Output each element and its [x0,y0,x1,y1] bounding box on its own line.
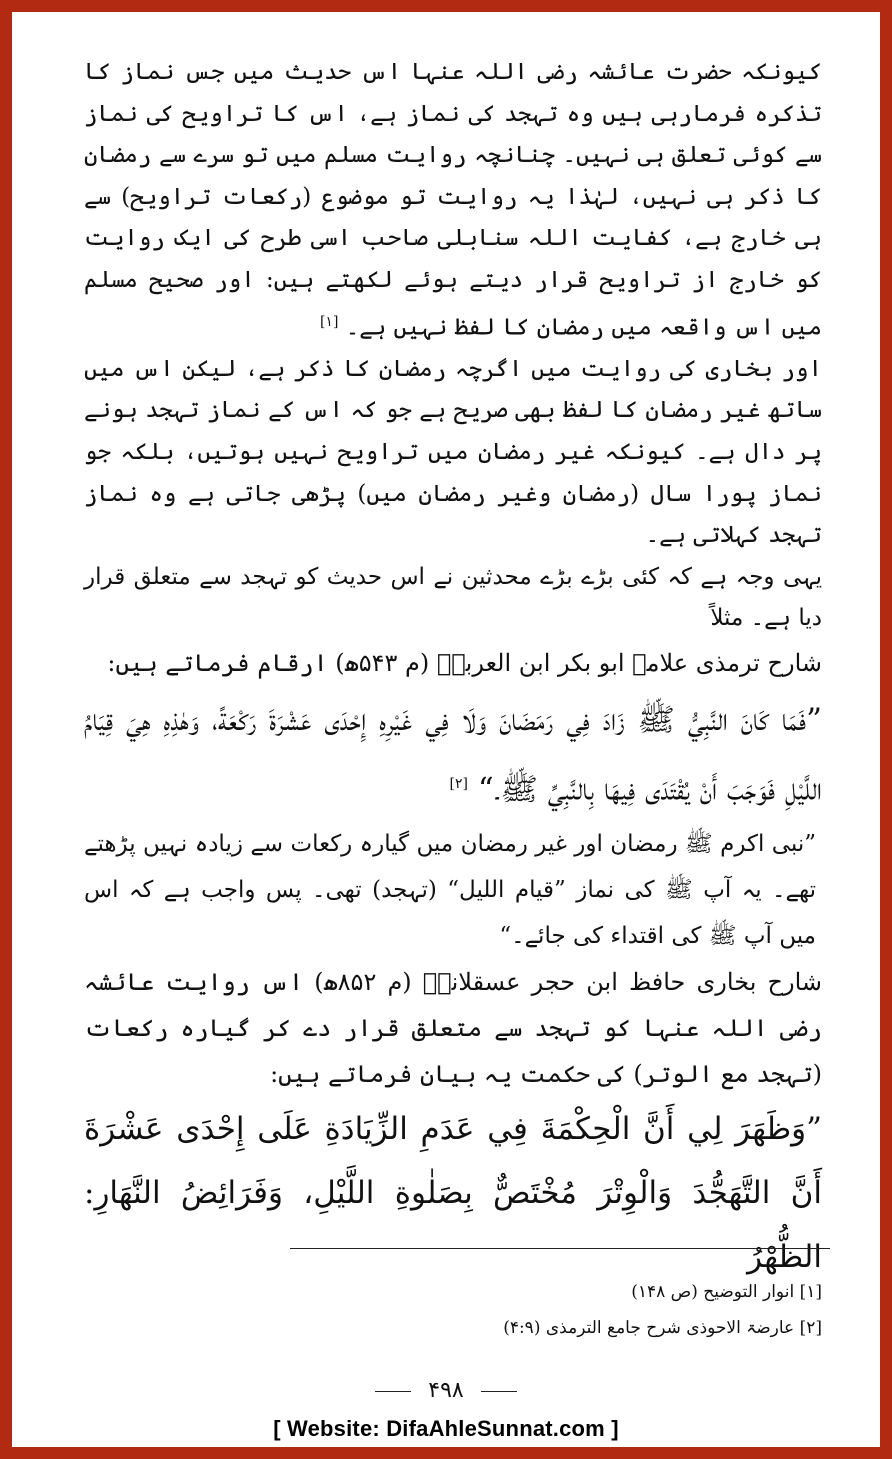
paragraph-muhaddithin: یہی وجہ ہے کہ کئی بڑے بڑے محدثین نے اس حدیث کو تہجد سے متعلق قرار دیا ہے۔ مثلاً [84,563,822,632]
footnotes [62,1274,822,1346]
paragraph-bukhari: اور بخاری کی روایت میں اگرچہ رمضان کا ذکر ہے، لیکن اس میں ساتھ غیر رمضان کا لفظ بھی صریح ہے جو کہ اس کے نماز تہجد ہونے پر دال ہے۔ کیونکہ غیر رمضان میں تراویح نہیں ہوتیں، بلکہ جو نماز پورا سال (رمضان وغیر رمضان میں) پڑھی جاتی ہے وہ نماز تہجد کہلاتی ہے۔ [84,355,822,549]
arabic-quote-1-text: ”فَمَا كَانَ النَّبِيُّ ﷺ زَادَ فِي رَمَضَانَ وَلَا فِي غَيْرِهِ إِحْدَى عَشْرَةَ رَكْعَةً، وَهٰذِهِ هِيَ قِيَامُ اللَّيْلِ فَوَجَبَ أَنْ يُقْتَدَى فِيهَا بِالنَّبِيِّ ﷺ۔“ [84,701,822,808]
footnote-divider [290,1248,830,1249]
footnote-2: [۲] عارضۃ الاحوذی شرح جامع الترمذی (۴:۹) [503,1318,822,1338]
paragraph-rak'at-context [84,52,822,349]
main-text [84,52,822,1289]
arabic-quote-ibn-arabi [84,688,822,821]
translation-ibn-arabi: ”نبی اکرم ﷺ رمضان اور غیر رمضان میں گیارہ رکعات سے زیادہ نہیں پڑھتے تھے۔ یہ آپ ﷺ کی نماز ”قیام اللیل“ (تہجد) تھی۔ پس واجب ہے کہ اس میں آپ ﷺ کی اقتداء کی جائے۔“ [84,831,816,950]
paragraph-1-text: کیونکہ حضرت عائشہ رضی اللہ عنہا اس حدیث میں جس نماز کا تذکرہ فرمارہی ہیں وہ تہجد کی نماز ہے، اس کا تراویح کی نماز سے کوئی تعلق ہی نہیں۔ چنانچہ روایت مسلم میں تو سرے سے رمضان کا ذکر ہی نہیں، لہٰذا یہ روایت تو موضوع (رکعات تراویح) سے ہی خارج ہے، کفایت اللہ سنابلی صاحب اسی طرح کی ایک روایت کو خارج از تراویح قرار دیتے ہوئے لکھتے ہیں: اور صحیح مسلم میں اس واقعہ میں رمضان کا لفظ نہیں ہے۔ [84,59,822,341]
page-number-dash-right [375,1391,411,1392]
website-banner[interactable]: [ Website: DifaAhleSunnat.com ] [273,1416,619,1441]
ibn-arabi-intro: شارح ترمذی علامہ ابو بکر ابن العربیؒ (م ۵۴۳ھ) ارقام فرماتے ہیں: [107,648,822,677]
footnote-1: [۱] انوار التوضیح (ص ۱۴۸) [631,1282,822,1302]
ibn-hajar-intro: شارح بخاری حافظ ابن حجر عسقلانیؒ (م ۸۵۲ھ) اس روایت عائشہ رضی اللہ عنہا کو تہجد سے متعلق قرار دے کر گیارہ رکعات (تہجد مع الوتر) کی حکمت یہ بیان فرماتے ہیں: [84,968,822,1089]
footnote-ref-2[interactable]: [۲] [449,775,468,792]
footnote-ref-1[interactable]: [۱] [319,313,339,330]
page-number-dash-left [481,1391,517,1392]
page-number-text: ۴۹۸ [428,1378,464,1403]
arabic-quote-ibn-hajar: ”وَظَهَرَ لِي أَنَّ الْحِكْمَةَ فِي عَدَمِ الزِّيَادَةِ عَلَى إِحْدَى عَشْرَةَ أَنَّ التَّهَجُّدَ وَالْوِتْرَ مُخْتَصٌّ بِصَلٰوةِ اللَّيْلِ، وَفَرَائِضُ النَّهَارِ: الظُّهْرُ [84,1111,822,1276]
page-number [12,1378,880,1403]
